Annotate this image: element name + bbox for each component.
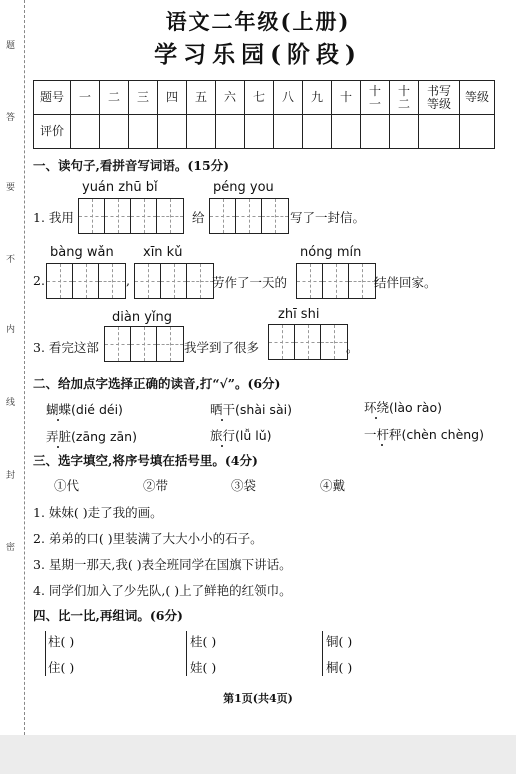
margin-char: 题 (6, 41, 16, 51)
fill-blank-sentence[interactable]: 2. 弟弟的口( )里装满了大大小小的石子。 (33, 531, 263, 546)
score-header-cell: 九 (303, 81, 332, 115)
page-number: 第1页(共4页) (223, 692, 293, 705)
page-title: 语文二年级(上册) (165, 9, 351, 34)
compare-word-field[interactable]: 桂( ) (190, 634, 217, 649)
compare-word-field[interactable]: 铜( ) (326, 634, 353, 649)
score-header-cell: 十 一 (361, 81, 390, 115)
option-label: ①代 (54, 478, 80, 493)
pinyin-label: yuán zhū bǐ (82, 180, 158, 195)
margin-char: 线 (6, 398, 16, 408)
sentence-text: 。 (346, 340, 359, 355)
score-header-cell: 等级 (460, 81, 495, 115)
score-eval-cell[interactable] (390, 115, 419, 149)
fill-blank-sentence[interactable]: 1. 妹妹( )走了我的画。 (33, 505, 163, 520)
writing-grid[interactable] (104, 326, 184, 362)
margin-char: 要 (6, 183, 16, 193)
page-subtitle: 学习乐园(阶段) (154, 41, 362, 68)
pinyin-label: nóng mín (300, 245, 362, 260)
score-eval-cell[interactable] (361, 115, 390, 149)
margin-char: 封 (6, 471, 16, 481)
section1-heading: 一、读句子,看拼音写词语。(15分) (33, 158, 230, 173)
score-eval-cell[interactable] (129, 115, 158, 149)
section2-heading: 二、给加点字选择正确的读音,打“√”。(6分) (33, 376, 281, 391)
pinyin-label: bàng wǎn (50, 245, 114, 260)
sentence-text: , (126, 273, 130, 288)
score-eval-row (34, 115, 495, 149)
score-header-cell: 三 (129, 81, 158, 115)
section4-heading: 四、比一比,再组词。(6分) (33, 608, 183, 623)
fill-blank-sentence[interactable]: 4. 同学们加入了少先队,( )上了鲜艳的红领巾。 (33, 583, 292, 598)
reading-choice-item[interactable]: 一杆秤(chèn chèng) (364, 427, 484, 442)
margin-char: 密 (6, 543, 16, 553)
score-header-cell: 八 (274, 81, 303, 115)
sentence-text: 结伴回家。 (374, 275, 437, 290)
sentence-text: 写了一封信。 (290, 210, 366, 225)
sentence-text: 2. (33, 273, 45, 288)
score-header-cell: 书写 等级 (419, 81, 460, 115)
score-eval-cell[interactable] (245, 115, 274, 149)
margin-char: 内 (6, 325, 16, 335)
section3-heading: 三、选字填空,将序号填在括号里。(4分) (33, 453, 258, 468)
score-eval-cell[interactable] (419, 115, 460, 149)
pinyin-label: diàn yǐng (112, 310, 172, 325)
sentence-text: 我学到了很多 (184, 340, 260, 355)
viewer-bottom-bar (0, 735, 516, 774)
score-header-cell: 五 (187, 81, 216, 115)
writing-grid[interactable] (46, 263, 126, 299)
reading-choice-item[interactable]: 弄脏(zāng zān) (46, 429, 137, 444)
score-header-cell: 二 (100, 81, 129, 115)
score-eval-cell[interactable] (332, 115, 361, 149)
reading-choice-item[interactable]: 蝴蝶(dié déi) (46, 402, 123, 417)
reading-choice-item[interactable]: 旅行(lǚ lǔ) (210, 428, 272, 443)
margin-char: 答 (6, 113, 16, 123)
score-header-row (34, 81, 495, 115)
writing-grid[interactable] (268, 324, 348, 360)
score-header-cell: 一 (71, 81, 100, 115)
compare-word-field[interactable]: 桐( ) (326, 660, 353, 675)
score-header-cell: 十 (332, 81, 361, 115)
score-eval-cell[interactable] (303, 115, 332, 149)
binding-margin-line (24, 0, 25, 735)
option-label: ③袋 (231, 478, 257, 493)
score-header-cell: 十 二 (390, 81, 419, 115)
score-header-cell: 六 (216, 81, 245, 115)
pair-brace (45, 631, 46, 676)
sentence-text: 给 (192, 210, 205, 225)
reading-choice-item[interactable]: 环绕(lào rào) (364, 400, 442, 415)
pinyin-label: xīn kǔ (143, 245, 183, 260)
writing-grid[interactable] (134, 263, 214, 299)
compare-word-field[interactable]: 住( ) (48, 660, 75, 675)
pair-brace (322, 631, 323, 676)
score-header-cell: 四 (158, 81, 187, 115)
score-header-cell: 题号 (34, 81, 71, 115)
fill-blank-sentence[interactable]: 3. 星期一那天,我( )表全班同学在国旗下讲话。 (33, 557, 292, 572)
compare-word-field[interactable]: 柱( ) (48, 634, 75, 649)
score-eval-cell[interactable] (158, 115, 187, 149)
margin-char: 不 (6, 255, 16, 265)
score-eval-cell[interactable] (274, 115, 303, 149)
option-label: ②带 (143, 478, 169, 493)
sentence-text: 1. 我用 (33, 210, 74, 225)
writing-grid[interactable] (296, 263, 376, 299)
score-eval-cell[interactable] (187, 115, 216, 149)
compare-word-field[interactable]: 娃( ) (190, 660, 217, 675)
score-eval-cell[interactable] (100, 115, 129, 149)
writing-grid[interactable] (78, 198, 184, 234)
score-eval-cell[interactable] (216, 115, 245, 149)
reading-choice-item[interactable]: 晒干(shài sài) (210, 402, 292, 417)
sentence-text: 劳作了一天的 (212, 275, 288, 290)
score-header-cell: 七 (245, 81, 274, 115)
sentence-text: 3. 看完这部 (33, 340, 99, 355)
option-label: ④戴 (320, 478, 346, 493)
pinyin-label: zhī shi (278, 307, 320, 322)
score-eval-label: 评价 (34, 115, 71, 149)
score-table (33, 80, 495, 149)
pinyin-label: péng you (213, 180, 274, 195)
score-eval-cell[interactable] (460, 115, 495, 149)
writing-grid[interactable] (209, 198, 289, 234)
pair-brace (186, 631, 187, 676)
score-eval-cell[interactable] (71, 115, 100, 149)
